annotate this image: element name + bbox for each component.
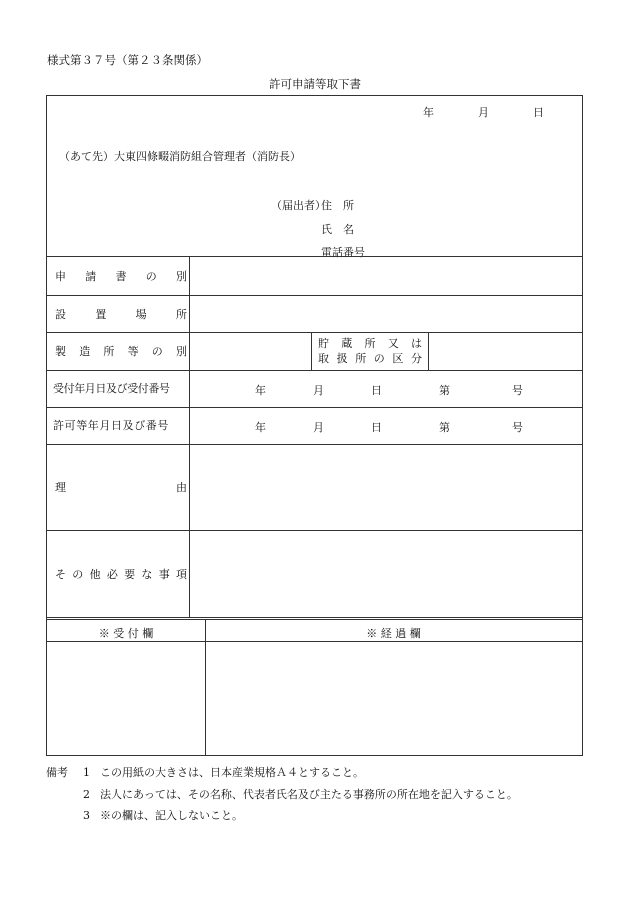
divider: [47, 617, 582, 618]
install-location-label: 設 置 場 所: [55, 307, 187, 321]
note-text: この用紙の大きさは、日本産業規格Ａ４とすること。: [100, 766, 364, 779]
divider: [47, 641, 582, 642]
form-number: 様式第３７号（第２３条関係）: [47, 53, 208, 67]
reason-label: 理 由: [55, 481, 187, 494]
note-text: 法人にあっては、その名称、代表者氏名及び主たる事務所の所在地を記入すること。: [100, 787, 518, 801]
addressee: （あて先）大東四條畷消防組合管理者（消防長）: [59, 150, 301, 163]
permit-label: 許可等年月日及び番号: [53, 419, 169, 432]
address-label: 住 所: [321, 199, 354, 212]
other-matters-label: そ の 他 必 要 な 事 項: [55, 567, 187, 581]
receipt-label: 受付年月日及び受付番号: [53, 382, 170, 395]
note-text: ※の欄は、記入しないこと。: [100, 809, 243, 822]
date-month: 月: [478, 106, 489, 119]
phone-label: 電話番号: [321, 246, 365, 259]
name-label: 氏 名: [321, 222, 354, 236]
divider: [311, 332, 312, 370]
applicant-block: [271, 194, 381, 265]
date-line: [423, 104, 544, 120]
form-frame: 年 月 日 （あて先）大東四條畷消防組合管理者（消防長） （届出者） 住 所 氏 名 電話番号 申 請 書 の 別 設 置 場 所 製 造 所 等 の 別 貯 蔵 所 又 は 取 扱 所 の 区 分 受付年月日及び受付番号 許可等年月日及び番号 理 由 そ の 他 必 要 な 事 項 年 月 日 第 号 年 月 日 第 号 ※ 受 付 欄 ※ 経 過 欄: [46, 95, 583, 756]
note-number: 1: [83, 766, 90, 779]
note-number: 2: [83, 787, 90, 801]
facility-type-label: 製 造 所 等 の 別: [55, 345, 187, 358]
reception-column-header: ※ 受 付 欄: [98, 627, 154, 640]
storage-classification-label: 貯 蔵 所 又 は 取 扱 所 の 区 分: [318, 337, 422, 365]
divider: [189, 256, 190, 617]
note-number: 3: [83, 809, 90, 822]
document-title: 許可申請等取下書: [269, 77, 361, 91]
notes-heading: 備考: [46, 766, 68, 779]
application-type-label: 申 請 書 の 別: [55, 269, 187, 283]
divider: [428, 332, 429, 370]
date-year: 年: [423, 106, 434, 119]
divider: [47, 619, 582, 620]
date-day: 日: [533, 106, 544, 119]
applicant-prefix: （届出者）: [271, 199, 326, 212]
notes: [46, 762, 518, 827]
progress-column-header: ※ 経 過 欄: [366, 627, 421, 640]
